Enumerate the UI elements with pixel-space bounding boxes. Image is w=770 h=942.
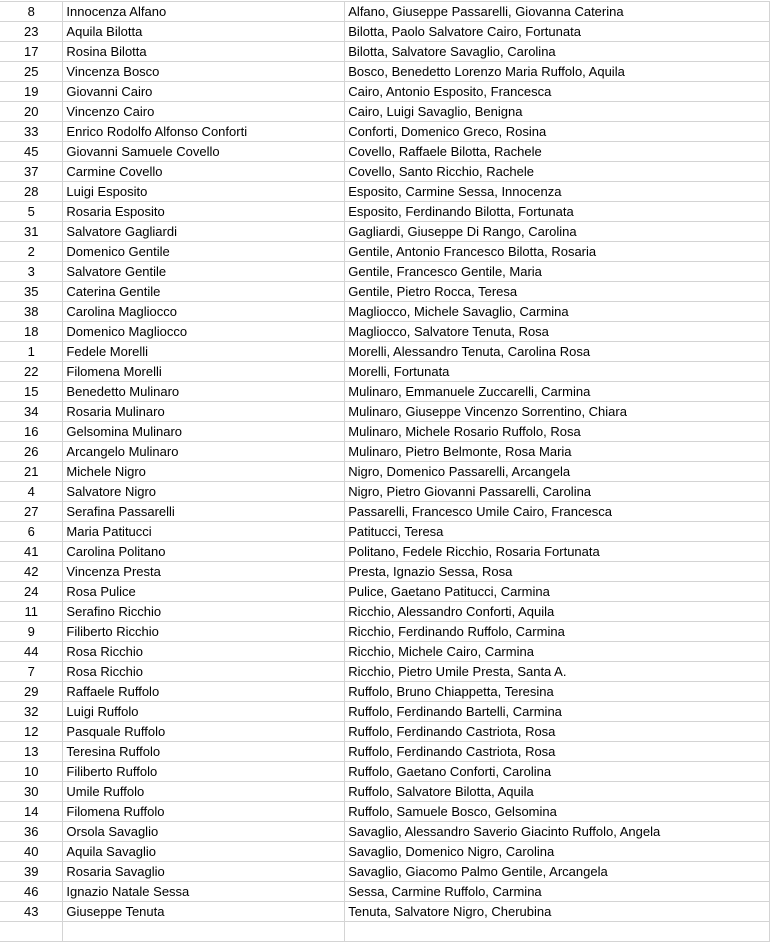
cell-number[interactable]: 28 [0,182,63,202]
cell-name[interactable]: Vincenza Bosco [63,62,345,82]
cell-number[interactable]: 7 [0,662,63,682]
cell-parents[interactable]: Covello, Santo Ricchio, Rachele [345,162,770,182]
cell-number[interactable]: 5 [0,202,63,222]
cell-number[interactable]: 40 [0,842,63,862]
cell-parents[interactable]: Savaglio, Alessandro Saverio Giacinto Ruffolo, Angela [345,822,770,842]
table-row [0,582,770,602]
cell-name[interactable]: Giovanni Cairo [63,82,345,102]
table-row [0,762,770,782]
table-row [0,682,770,702]
cell-name[interactable]: Vincenzo Cairo [63,102,345,122]
table-row [0,702,770,722]
cell-number[interactable]: 15 [0,382,63,402]
cell-name[interactable]: Rosaria Esposito [63,202,345,222]
cell-number[interactable]: 24 [0,582,63,602]
cell-name[interactable]: Maria Patitucci [63,522,345,542]
cell-number[interactable]: 3 [0,262,63,282]
table-row [0,422,770,442]
cell-name[interactable]: Carmine Covello [63,162,345,182]
cell-name[interactable]: Serafino Ricchio [63,602,345,622]
cell-name[interactable]: Carolina Magliocco [63,302,345,322]
table-row [0,602,770,622]
cell-name[interactable]: Teresina Ruffolo [63,742,345,762]
table-row [0,482,770,502]
cell-parents[interactable]: Cairo, Antonio Esposito, Francesca [345,82,770,102]
cell-parents[interactable]: Mulinaro, Michele Rosario Ruffolo, Rosa [345,422,770,442]
table-row [0,82,770,102]
table-row [0,302,770,322]
table-row [0,642,770,662]
cell-number[interactable]: 44 [0,642,63,662]
cell-number[interactable]: 11 [0,602,63,622]
grid-body [0,2,770,942]
cell-parents[interactable]: Nigro, Domenico Passarelli, Arcangela [345,462,770,482]
table-row [0,162,770,182]
cell-parents[interactable]: Ricchio, Alessandro Conforti, Aquila [345,602,770,622]
cell-name[interactable]: Benedetto Mulinaro [63,382,345,402]
cell-number[interactable]: 21 [0,462,63,482]
table-row [0,362,770,382]
table-row [0,902,770,922]
cell-number[interactable]: 20 [0,102,63,122]
cell-parents[interactable]: Morelli, Alessandro Tenuta, Carolina Rosa [345,342,770,362]
cell-number[interactable]: 27 [0,502,63,522]
cell-number[interactable]: 14 [0,802,63,822]
cell-name[interactable]: Vincenza Presta [63,562,345,582]
cell-name[interactable]: Raffaele Ruffolo [63,682,345,702]
cell-number[interactable]: 10 [0,762,63,782]
spreadsheet-grid [0,1,770,942]
cell-parents[interactable]: Savaglio, Domenico Nigro, Carolina [345,842,770,862]
cell-name[interactable]: Filiberto Ruffolo [63,762,345,782]
cell-name[interactable]: Innocenza Alfano [63,2,345,22]
cell-name[interactable]: Filomena Morelli [63,362,345,382]
cell-name[interactable]: Rosa Ricchio [63,662,345,682]
cell-parents[interactable]: Tenuta, Salvatore Nigro, Cherubina [345,902,770,922]
cell-parents[interactable]: Ruffolo, Gaetano Conforti, Carolina [345,762,770,782]
table-row [0,382,770,402]
cell-parents[interactable]: Ruffolo, Ferdinando Castriota, Rosa [345,742,770,762]
cell-parents[interactable]: Mulinaro, Giuseppe Vincenzo Sorrentino, Chiara [345,402,770,422]
cell-number[interactable]: 33 [0,122,63,142]
table-row [0,782,770,802]
cell-name[interactable]: Aquila Savaglio [63,842,345,862]
cell-parents[interactable]: Morelli, Fortunata [345,362,770,382]
table-row [0,622,770,642]
cell-name[interactable]: Luigi Ruffolo [63,702,345,722]
table-row [0,262,770,282]
cell-parents[interactable]: Covello, Raffaele Bilotta, Rachele [345,142,770,162]
cell-number[interactable]: 19 [0,82,63,102]
cell-name[interactable]: Salvatore Nigro [63,482,345,502]
cell-number[interactable]: 2 [0,242,63,262]
cell-name[interactable]: Arcangelo Mulinaro [63,442,345,462]
table-row [0,322,770,342]
cell-name[interactable]: Enrico Rodolfo Alfonso Conforti [63,122,345,142]
cell-parents[interactable]: Esposito, Carmine Sessa, Innocenza [345,182,770,202]
cell-number[interactable]: 43 [0,902,63,922]
cell-number[interactable]: 42 [0,562,63,582]
table-row [0,922,770,942]
table-row [0,862,770,882]
cell-number[interactable]: 4 [0,482,63,502]
cell-name[interactable]: Domenico Magliocco [63,322,345,342]
cell-parents[interactable]: Gagliardi, Giuseppe Di Rango, Carolina [345,222,770,242]
cell-number[interactable]: 17 [0,42,63,62]
table-row [0,842,770,862]
cell-number[interactable]: 26 [0,442,63,462]
table-row [0,442,770,462]
cell-number[interactable]: 22 [0,362,63,382]
cell-name[interactable]: Salvatore Gentile [63,262,345,282]
cell-name[interactable]: Umile Ruffolo [63,782,345,802]
cell-number[interactable]: 9 [0,622,63,642]
cell-number[interactable]: 35 [0,282,63,302]
cell-parents[interactable]: Ruffolo, Samuele Bosco, Gelsomina [345,802,770,822]
cell-name[interactable]: Aquila Bilotta [63,22,345,42]
cell-name[interactable]: Filomena Ruffolo [63,802,345,822]
cell-number[interactable]: 1 [0,342,63,362]
cell-name[interactable]: Giovanni Samuele Covello [63,142,345,162]
cell-name[interactable]: Michele Nigro [63,462,345,482]
cell-parents[interactable]: Presta, Ignazio Sessa, Rosa [345,562,770,582]
cell-number[interactable]: 34 [0,402,63,422]
table-row [0,822,770,842]
cell-number[interactable]: 18 [0,322,63,342]
cell-name[interactable]: Carolina Politano [63,542,345,562]
cell-name[interactable]: Rosa Pulice [63,582,345,602]
table-row [0,62,770,82]
cell-number[interactable]: 6 [0,522,63,542]
cell-parents[interactable]: Pulice, Gaetano Patitucci, Carmina [345,582,770,602]
cell-name[interactable]: Ignazio Natale Sessa [63,882,345,902]
table-row [0,742,770,762]
cell-parents[interactable]: Gentile, Pietro Rocca, Teresa [345,282,770,302]
table-row [0,102,770,122]
cell-name[interactable]: Orsola Savaglio [63,822,345,842]
cell-parents[interactable]: Magliocco, Salvatore Tenuta, Rosa [345,322,770,342]
cell-parents[interactable]: Gentile, Francesco Gentile, Maria [345,262,770,282]
cell-name[interactable]: Domenico Gentile [63,242,345,262]
table-row [0,562,770,582]
cell-name[interactable]: Giuseppe Tenuta [63,902,345,922]
table-row [0,522,770,542]
table-row [0,402,770,422]
cell-parents[interactable]: Savaglio, Giacomo Palmo Gentile, Arcangela [345,862,770,882]
cell-name[interactable]: Serafina Passarelli [63,502,345,522]
table-row [0,122,770,142]
cell-name[interactable]: Salvatore Gagliardi [63,222,345,242]
table-row [0,2,770,22]
cell-parents[interactable]: Ricchio, Michele Cairo, Carmina [345,642,770,662]
cell-number[interactable]: 30 [0,782,63,802]
cell-parents[interactable]: Ruffolo, Salvatore Bilotta, Aquila [345,782,770,802]
cell-number[interactable]: 16 [0,422,63,442]
cell-parents[interactable]: Esposito, Ferdinando Bilotta, Fortunata [345,202,770,222]
cell-name[interactable]: Gelsomina Mulinaro [63,422,345,442]
cell-name[interactable]: Rosaria Mulinaro [63,402,345,422]
cell-name[interactable]: Rosina Bilotta [63,42,345,62]
cell-parents[interactable]: Cairo, Luigi Savaglio, Benigna [345,102,770,122]
table-row [0,722,770,742]
table-row [0,22,770,42]
cell-number[interactable]: 29 [0,682,63,702]
cell-name[interactable]: Rosaria Savaglio [63,862,345,882]
cell-parents[interactable]: Politano, Fedele Ricchio, Rosaria Fortunata [345,542,770,562]
cell-name[interactable]: Fedele Morelli [63,342,345,362]
cell-parents[interactable]: Patitucci, Teresa [345,522,770,542]
table-row [0,222,770,242]
table-row [0,882,770,902]
cell-number[interactable] [0,922,63,942]
cell-number[interactable]: 38 [0,302,63,322]
cell-parents[interactable]: Gentile, Antonio Francesco Bilotta, Rosaria [345,242,770,262]
table-row [0,802,770,822]
cell-number[interactable]: 39 [0,862,63,882]
cell-parents[interactable]: Ruffolo, Ferdinando Castriota, Rosa [345,722,770,742]
cell-parents[interactable]: Bosco, Benedetto Lorenzo Maria Ruffolo, Aquila [345,62,770,82]
cell-parents[interactable]: Conforti, Domenico Greco, Rosina [345,122,770,142]
cell-name[interactable] [63,922,345,942]
table-row [0,42,770,62]
table-row [0,182,770,202]
cell-number[interactable]: 41 [0,542,63,562]
table-row [0,662,770,682]
cell-parents[interactable]: Mulinaro, Emmanuele Zuccarelli, Carmina [345,382,770,402]
table-row [0,242,770,262]
cell-name[interactable]: Luigi Esposito [63,182,345,202]
cell-parents[interactable]: Magliocco, Michele Savaglio, Carmina [345,302,770,322]
cell-parents[interactable]: Sessa, Carmine Ruffolo, Carmina [345,882,770,902]
cell-number[interactable]: 31 [0,222,63,242]
cell-number[interactable]: 23 [0,22,63,42]
cell-number[interactable]: 36 [0,822,63,842]
cell-parents[interactable]: Bilotta, Salvatore Savaglio, Carolina [345,42,770,62]
cell-parents[interactable]: Mulinaro, Pietro Belmonte, Rosa Maria [345,442,770,462]
table-row [0,282,770,302]
cell-number[interactable]: 45 [0,142,63,162]
cell-number[interactable]: 25 [0,62,63,82]
cell-number[interactable]: 37 [0,162,63,182]
table-row [0,202,770,222]
cell-parents[interactable]: Passarelli, Francesco Umile Cairo, Francesca [345,502,770,522]
cell-parents[interactable] [345,922,770,942]
cell-name[interactable]: Filiberto Ricchio [63,622,345,642]
cell-parents[interactable]: Ricchio, Ferdinando Ruffolo, Carmina [345,622,770,642]
cell-number[interactable]: 12 [0,722,63,742]
cell-parents[interactable]: Nigro, Pietro Giovanni Passarelli, Carolina [345,482,770,502]
table-row [0,542,770,562]
table-row [0,462,770,482]
table-row [0,142,770,162]
cell-name[interactable]: Rosa Ricchio [63,642,345,662]
cell-parents[interactable]: Ruffolo, Bruno Chiappetta, Teresina [345,682,770,702]
cell-parents[interactable]: Alfano, Giuseppe Passarelli, Giovanna Caterina [345,2,770,22]
cell-number[interactable]: 8 [0,2,63,22]
cell-name[interactable]: Pasquale Ruffolo [63,722,345,742]
cell-parents[interactable]: Bilotta, Paolo Salvatore Cairo, Fortunata [345,22,770,42]
table-row [0,342,770,362]
cell-parents[interactable]: Ricchio, Pietro Umile Presta, Santa A. [345,662,770,682]
cell-name[interactable]: Caterina Gentile [63,282,345,302]
table-row [0,502,770,522]
cell-number[interactable]: 46 [0,882,63,902]
cell-number[interactable]: 32 [0,702,63,722]
cell-number[interactable]: 13 [0,742,63,762]
cell-parents[interactable]: Ruffolo, Ferdinando Bartelli, Carmina [345,702,770,722]
